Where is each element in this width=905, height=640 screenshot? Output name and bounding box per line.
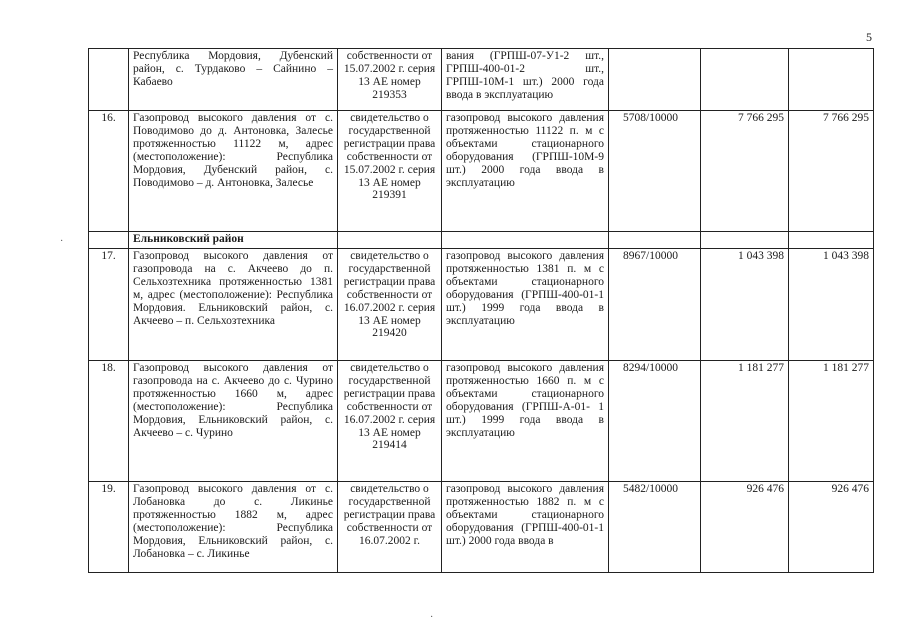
ownership-share-cell: 5708/10000 [609,111,701,232]
district-row [89,232,874,249]
value-cell: 7 766 295 [789,111,874,232]
object-description-cell: газопровод высокого давления протяженностью 1660 п. м с объектами стационарного оборудования (ГРПШ-А-01- 1 шт.) 1999 года ввода в эксплуатацию [442,361,609,482]
object-description-cell: газопровод высокого давления протяженностью 1381 п. м с объектами стационарного оборудования (ГРПШ-400-01-1 шт.) 1999 года ввода в эксплуатацию [442,249,609,361]
row-number: 16. [89,111,129,232]
object-name-cell: Газопровод высокого давления от газопровода на с. Акчеево до п. Сельхозтехника протяженностью 1381 м, адрес (местоположение): Республика Мордовия. Ельниковский район, с. Акчеево – п. Сельхозтехника [129,249,338,361]
value-cell: 1 181 277 [789,361,874,482]
object-description-cell: вания (ГРПШ-07-У1-2 шт., ГРПШ-400-01-2 шт., ГРПШ-10М-1 шт.) 2000 года ввода в эксплуатацию [442,49,609,111]
row-number: 19. [89,482,129,573]
empty-cell [609,232,701,249]
row-number [89,49,129,111]
empty-cell [338,232,442,249]
table-row [89,111,874,232]
empty-cell [701,232,789,249]
value-cell: 1 043 398 [701,249,789,361]
table-row [89,482,874,573]
table-row [89,49,874,111]
registration-document-cell: собственности от 15.07.2002 г. серия 13 АЕ номер 219353 [338,49,442,111]
value-cell: 926 476 [789,482,874,573]
object-description-cell: газопровод высокого давления протяженностью 11122 п. м с объектами стационарного оборудования (ГРПШ-10М-9 шт.) 2000 года ввода в эксплуатацию [442,111,609,232]
scan-speck: · [60,236,64,247]
row-number: 17. [89,249,129,361]
empty-cell [89,232,129,249]
empty-cell [442,232,609,249]
object-name-cell: Газопровод высокого давления от с. Поводимово до д. Антоновка, Залесье протяженностью 11122 м, адрес (местоположение): Республика Мордовия, Дубенский район, с. Поводимово – д. Антоновка, Залесье [129,111,338,232]
value-cell [789,49,874,111]
value-cell: 1 043 398 [789,249,874,361]
ownership-share-cell: 8294/10000 [609,361,701,482]
object-name-cell: Газопровод высокого давления от с. Лобановка до с. Ликинье протяженностью 1882 м, адрес (местоположение): Республика Мордовия, Ельниковский район, с. Лобановка – с. Ликинье [129,482,338,573]
ownership-share-cell: 5482/10000 [609,482,701,573]
object-name-cell: Республика Мордовия, Дубенский район, с. Турдаково – Сайнино – Кабаево [129,49,338,111]
scan-speck: · [430,612,434,623]
object-description-cell: газопровод высокого давления протяженностью 1882 п. м с объектами стационарного оборудования (ГРПШ-400-01-1 шт.) 2000 года ввода в [442,482,609,573]
registration-document-cell: свидетельство о государственной регистрации права собственности от 16.07.2002 г. серия 13 АЕ номер 219420 [338,249,442,361]
property-registry-table [88,48,874,573]
page-number: 5 [866,30,872,44]
registration-document-cell: свидетельство о государственной регистрации права собственности от 16.07.2002 г. [338,482,442,573]
value-cell [701,49,789,111]
row-number: 18. [89,361,129,482]
ownership-share-cell [609,49,701,111]
district-label: Ельниковский район [129,232,338,249]
object-name-cell: Газопровод высокого давления от газопровода на с. Акчеево до с. Чурино протяженностью 1660 м, адрес (местоположение): Республика Мордовия, Ельниковский район, с. Акчеево – с. Чурино [129,361,338,482]
registration-document-cell: свидетельство о государственной регистрации права собственности от 16.07.2002 г. серия 13 АЕ номер 219414 [338,361,442,482]
table-row [89,249,874,361]
table-row [89,361,874,482]
registration-document-cell: свидетельство о государственной регистрации права собственности от 15.07.2002 г. серия 13 АЕ номер 219391 [338,111,442,232]
ownership-share-cell: 8967/10000 [609,249,701,361]
empty-cell [789,232,874,249]
value-cell: 1 181 277 [701,361,789,482]
value-cell: 7 766 295 [701,111,789,232]
value-cell: 926 476 [701,482,789,573]
